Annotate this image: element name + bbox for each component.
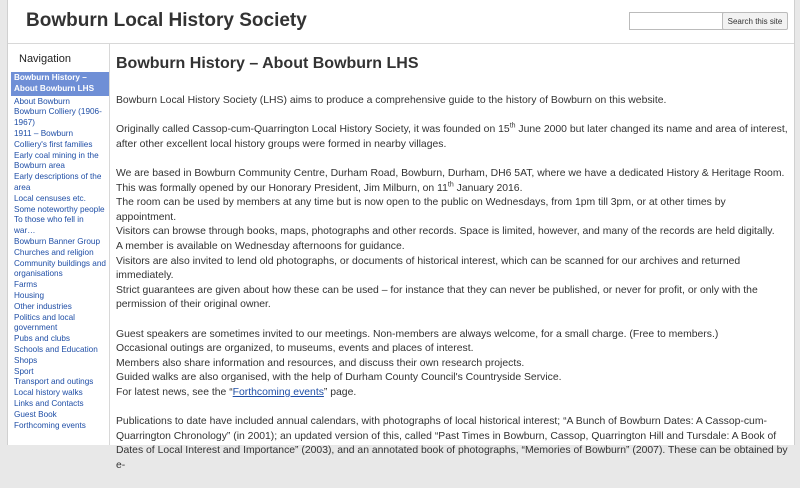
activities-paragraph [116, 328, 788, 401]
sidebar-item-link[interactable]: Farms [14, 280, 38, 290]
sidebar-item-link[interactable]: Sport [14, 366, 34, 376]
page-container [7, 0, 795, 471]
sidebar-item-early-descriptions[interactable] [11, 172, 109, 194]
guided-walks-text: Guided walks are also organised, with the help of Durham County Council's Countryside Service. [116, 372, 562, 384]
sidebar-item-link[interactable]: Other industries [14, 301, 72, 311]
sidebar-item-local-censuses[interactable] [11, 194, 109, 205]
search-input[interactable] [629, 12, 725, 30]
sidebar-item-link[interactable]: About Bowburn [14, 96, 70, 106]
sidebar-item-link[interactable]: Bowburn Colliery (1906-1967) [14, 107, 102, 128]
main-content [116, 44, 788, 471]
sidebar-item-link[interactable]: Churches and religion [14, 247, 94, 257]
sidebar-item-pubs-clubs[interactable] [11, 334, 109, 345]
sidebar-item-link[interactable]: Guest Book [14, 409, 57, 419]
ordinal-suffix: th [509, 122, 516, 130]
article-body [116, 94, 788, 488]
sidebar-item-banner-group[interactable] [11, 237, 109, 248]
location-text: We are based in Bowburn Community Centre, Durham Road, Bowburn, Durham, DH6 5AT, where we have a dedicated History & Heritage Room. This was formally opened by our Honorary President, Jim Milburn, on 11 [116, 167, 785, 194]
sidebar-item-other-industries[interactable] [11, 302, 109, 313]
sidebar-item-link[interactable]: Transport and outings [14, 377, 94, 387]
outings-text: Occasional outings are organized, to museums, events and places of interest. [116, 343, 474, 355]
sidebar-item-guest-book[interactable] [11, 410, 109, 421]
sidebar-item-history-walks[interactable] [11, 388, 109, 399]
sidebar-item-link[interactable]: Pubs and clubs [14, 334, 70, 344]
sidebar-item-shops[interactable] [11, 356, 109, 367]
sidebar-item-link[interactable]: Bowburn Banner Group [14, 236, 101, 246]
member-available-text: A member is available on Wednesday afternoons for guidance. [116, 240, 405, 252]
room-text: The room can be used by members at any time but is now open to the public on Wednesdays, from 1pm till 3pm, or at other times by appointment. [116, 197, 726, 223]
sidebar-item-link[interactable]: Community buildings and organisations [14, 258, 106, 279]
sidebar-item-schools[interactable] [11, 345, 109, 356]
sidebar-item-link[interactable]: Local history walks [14, 388, 83, 398]
founded-text-end: June 2000 but later changed its name and area of interest, after other excellent local history groups were formed in nearby villages. [116, 124, 788, 150]
sidebar-item-link[interactable]: Early coal mining in the Bowburn area [14, 150, 99, 171]
sidebar-item-first-families[interactable] [11, 129, 109, 151]
sidebar-item-link[interactable]: Schools and Education [14, 344, 98, 354]
sidebar-item-about-bowburn-lhs[interactable] [11, 72, 109, 96]
members-share-text: Members also share information and resources, and discuss their own research projects. [116, 357, 525, 369]
founded-paragraph [116, 123, 788, 152]
sidebar-item-link[interactable]: 1911 – Bowburn Colliery's first families [14, 128, 93, 149]
sidebar-item-links-contacts[interactable] [11, 399, 109, 410]
nav-list [11, 72, 109, 431]
sidebar-item-bowburn-colliery[interactable] [11, 107, 109, 129]
news-text-end: ” page. [323, 386, 357, 398]
sidebar-item-forthcoming-events[interactable] [11, 421, 109, 432]
sidebar-item-farms[interactable] [11, 280, 109, 291]
site-header [8, 0, 794, 44]
site-title[interactable]: Bowburn Local History Society [26, 10, 307, 31]
location-text-end: January 2016. [453, 182, 523, 194]
sidebar-item-about-bowburn[interactable] [11, 97, 109, 108]
sidebar-item-noteworthy-people[interactable] [11, 205, 109, 216]
sidebar-item-churches[interactable] [11, 248, 109, 259]
news-text: For latest news, see the “ [116, 386, 233, 398]
location-paragraph [116, 167, 788, 313]
sidebar-item-link[interactable]: Housing [14, 290, 45, 300]
publications-paragraph: Publications to date have included annual calendars, with photographs of local historical interest; “A Bunch of Bowburn Dates: A Cassop-cum-Quarrington Chronology” (in 2001); an updated version of this, called “Past Times in Bowburn, Cassop, Quarrington Hill and Tursdale: A Book of Dates of Local Interest and Importance” (2003), and an annotated book of photographs, “Memories of Bowburn” (2007). These can be obtained by e- [116, 416, 788, 471]
lend-photos-text: Visitors are also invited to lend old photographs, or documents of historical interest, which can be scanned for our archives and returned immediately. [116, 255, 741, 282]
ordinal-suffix: th [447, 181, 454, 189]
sidebar-item-sport[interactable] [11, 367, 109, 378]
sidebar-item-fell-in-war[interactable] [11, 215, 109, 237]
sidebar-item-link[interactable]: Links and Contacts [14, 398, 84, 408]
sidebar-item-community-buildings[interactable] [11, 259, 109, 281]
sidebar-item-link[interactable]: Local censuses etc. [14, 193, 86, 203]
sidebar-item-housing[interactable] [11, 291, 109, 302]
forthcoming-events-link[interactable]: Forthcoming events [232, 386, 324, 398]
browse-text: Visitors can browse through books, maps, photographs and other records. Space is limited, however, and many of the records are held digitally. [116, 226, 775, 238]
sidebar-item-link[interactable]: Bowburn History – About Bowburn LHS [14, 73, 95, 93]
sidebar-item-link[interactable]: Early descriptions of the area [14, 172, 102, 192]
sidebar-item-link[interactable]: Forthcoming events [14, 420, 86, 430]
founded-text: Originally called Cassop-cum-Quarrington Local History Society, it was founded on 15 [116, 124, 510, 136]
guarantees-text: Strict guarantees are given about how these can be used – for instance that they can never be published, or never for profit, or only with the permission of their original owner. [116, 284, 758, 311]
sidebar-item-link[interactable]: Politics and local government [14, 312, 75, 333]
speakers-text: Guest speakers are sometimes invited to our meetings. Non-members are always welcome, for a small charge. (Free to members.) [116, 328, 719, 340]
sidebar-item-early-coal-mining[interactable] [11, 151, 109, 173]
intro-paragraph: Bowburn Local History Society (LHS) aims to produce a comprehensive guide to the history of Bowburn on this website. [116, 95, 667, 106]
sidebar-navigation [11, 44, 110, 445]
page-title: Bowburn History – About Bowburn LHS [116, 55, 419, 72]
sidebar-item-link[interactable]: Some noteworthy people [14, 204, 105, 214]
sidebar-item-link[interactable]: Shops [14, 355, 38, 365]
navigation-heading: Navigation [19, 53, 71, 65]
sidebar-item-politics[interactable] [11, 313, 109, 335]
sidebar-item-transport[interactable] [11, 377, 109, 388]
search-button[interactable]: Search this site [722, 12, 788, 30]
sidebar-item-link[interactable]: To those who fell in war… [14, 215, 84, 236]
